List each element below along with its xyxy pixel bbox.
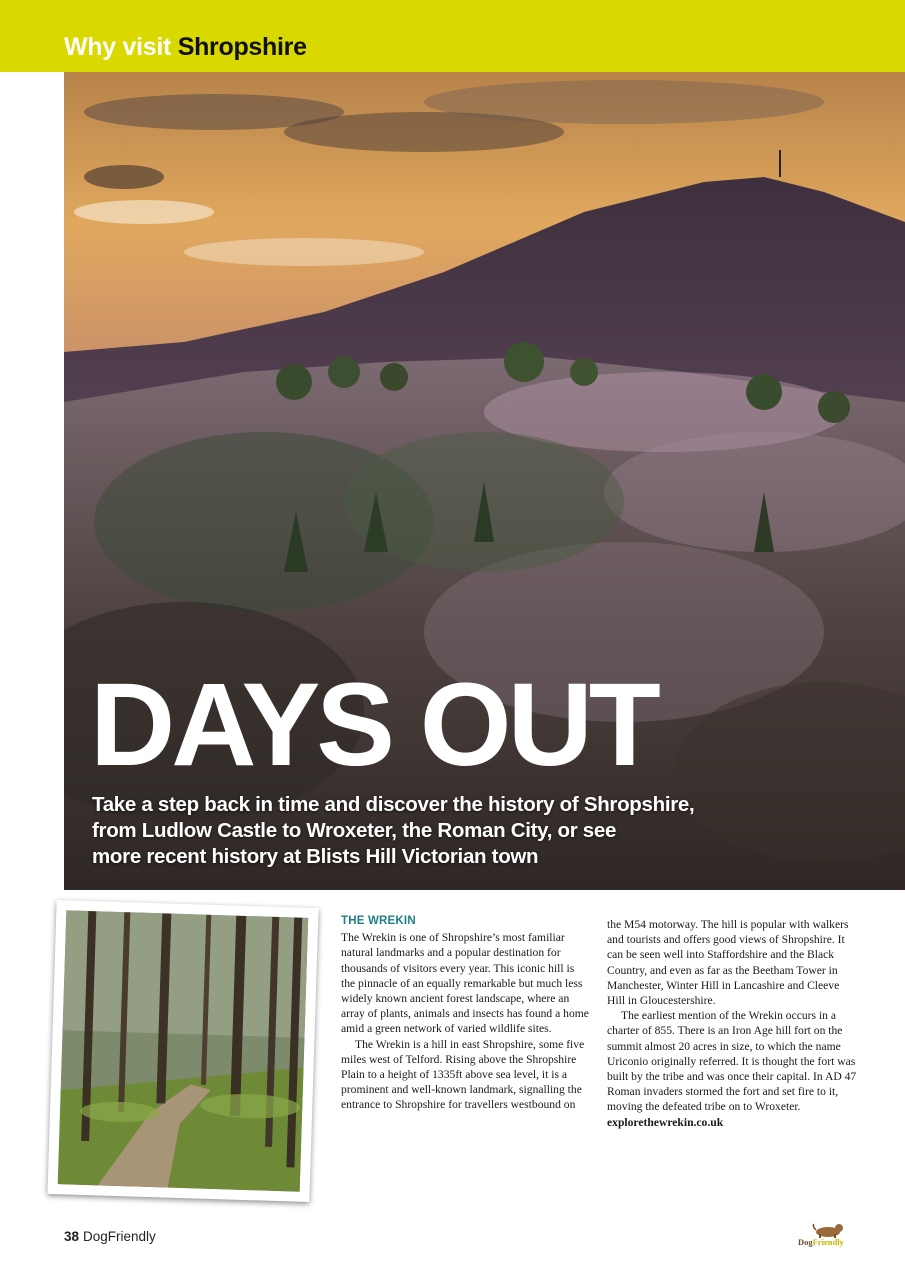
- article-column-1: [341, 914, 589, 1113]
- section-title-name: Shropshire: [177, 33, 307, 61]
- standfirst-line: Take a step back in time and discover the history of Shropshire,: [92, 793, 695, 816]
- standfirst-line: from Ludlow Castle to Wroxeter, the Roman City, or see: [92, 819, 617, 842]
- page-footer: [64, 1229, 156, 1244]
- section-title: [64, 33, 307, 62]
- section-title-prefix: Why visit: [64, 33, 172, 61]
- article-subhead: THE WREKIN: [341, 915, 416, 927]
- dog-logo-icon: [806, 1222, 846, 1238]
- article-column-2: [607, 917, 857, 1130]
- logo-text-dog: Dog: [798, 1237, 813, 1247]
- woodland-path-illustration: [58, 910, 308, 1191]
- article-paragraph: The Wrekin is one of Shropshire’s most familiar natural landmarks and a popular destination for thousands of visitors every year. This iconic hill is the pinnacle of an equally remarkable but much less widely known ancient forest landscape, where an array of plants, animals and insects has found a home amid a green network of varied wildlife sites.: [341, 931, 589, 1036]
- woodland-path-photo: [58, 910, 308, 1191]
- inset-photo-frame: [47, 900, 318, 1202]
- magazine-logo: [796, 1222, 858, 1248]
- page-number: 38: [64, 1229, 80, 1244]
- logo-text-friendly: Friendly: [812, 1237, 844, 1247]
- hero-image: [64, 72, 905, 890]
- logo-wordmark: [798, 1237, 844, 1247]
- hero-heading: DAYS OUT: [90, 659, 657, 791]
- article-paragraph: The Wrekin is a hill in east Shropshire, some five miles west of Telford. Rising above the Shropshire Plain to a height of 1335ft above sea level, it is a prominent and well-known landmark, signalling the entrance to Shropshire for travellers westbound on: [341, 1037, 585, 1112]
- article-paragraph: the M54 motorway. The hill is popular with walkers and tourists and offers good views of Shropshire. It can be seen well into Staffordshire and the Black Country, and even as far as the Beetham Tower in Manchester, Winter Hill in Lancashire and Cleeve Hill in Gloucestershire.: [607, 918, 849, 1008]
- section-header-bar: [0, 0, 905, 72]
- hero-standfirst: [92, 792, 792, 870]
- standfirst-line: more recent history at Blists Hill Victorian town: [92, 845, 539, 868]
- article-web-link[interactable]: explorethewrekin.co.uk: [607, 1115, 724, 1129]
- magazine-name: DogFriendly: [83, 1229, 156, 1244]
- article-paragraph: The earliest mention of the Wrekin occurs in a charter of 855. There is an Iron Age hill fort on the summit almost 20 acres in size, to which the name Uriconio originally referred. It is thought the fort was built by the tribe and was once their capital. In AD 47 Roman invaders stormed the fort and set fire to it, moving the defeated tribe on to Wroxeter.: [607, 1009, 857, 1114]
